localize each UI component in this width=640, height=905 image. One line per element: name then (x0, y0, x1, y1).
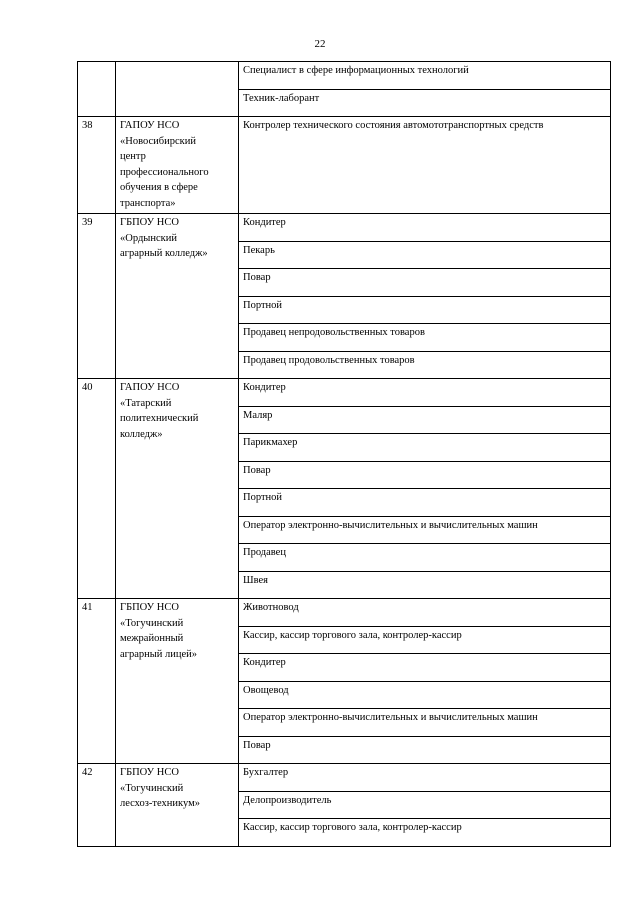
profession-cell: Кондитер (239, 654, 611, 682)
profession-cell: Овощевод (239, 681, 611, 709)
institution-name-line: «Тогучинский (120, 617, 184, 629)
profession-cell: Техник-лаборант (239, 89, 611, 117)
profession-cell: Кассир, кассир торгового зала, контролер-кассир (239, 626, 611, 654)
institution-name-line: аграрный колледж» (120, 248, 208, 259)
table-row (78, 599, 611, 627)
profession-cell: Пекарь (239, 241, 611, 269)
page-number: 22 (314, 38, 326, 50)
institution-name-line: ГАПОУ НСО (120, 382, 180, 393)
profession-cell: Портной (239, 296, 611, 324)
profession-cell: Бухгалтер (239, 764, 611, 792)
row-number: 38 (78, 117, 116, 214)
profession-cell: Продавец (239, 544, 611, 572)
institution-name-line: ГАПОУ НСО (120, 120, 180, 131)
profession-cell: Повар (239, 736, 611, 764)
profession-cell: Оператор электронно-вычислительных и вычислительных машин (239, 709, 611, 737)
profession-cell: Специалист в сфере информационных технологий (239, 62, 611, 90)
institution-name-line: ГБПОУ НСО (120, 602, 179, 613)
institution-name-line: «Тогучинский (120, 782, 184, 794)
institution-name-line: ГБПОУ НСО (120, 767, 179, 778)
institution-name-line: центр (120, 151, 146, 162)
profession-cell: Повар (239, 461, 611, 489)
institution-name-line: аграрный лицей» (120, 648, 198, 660)
institution-name (116, 379, 239, 599)
table-row (78, 214, 611, 242)
profession-cell: Маляр (239, 406, 611, 434)
profession-cell: Повар (239, 269, 611, 297)
profession-cell: Продавец продовольственных товаров (239, 351, 611, 379)
institution-name-line: политехнический (120, 413, 199, 424)
institution-name-line: обучения в сфере (120, 182, 198, 193)
profession-cell: Животновод (239, 599, 611, 627)
row-number: 42 (78, 764, 116, 847)
profession-cell: Продавец непродовольственных товаров (239, 324, 611, 352)
profession-cell: Кондитер (239, 379, 611, 407)
institutions-table (77, 61, 611, 847)
table-row (78, 62, 611, 90)
table-row (78, 117, 611, 214)
row-number (78, 62, 116, 117)
row-number: 39 (78, 214, 116, 379)
institution-name (116, 117, 239, 214)
institution-name-line: колледж» (120, 428, 163, 440)
institution-name (116, 764, 239, 847)
profession-cell: Портной (239, 489, 611, 517)
institution-name (116, 599, 239, 764)
profession-cell: Кондитер (239, 214, 611, 242)
institution-name-line: транспорта» (120, 197, 176, 209)
institution-name (116, 62, 239, 117)
profession-cell: Оператор электронно-вычислительных и вычислительных машин (239, 516, 611, 544)
table-body (78, 62, 611, 847)
institution-name-line: «Ордынский (120, 232, 177, 244)
institution-name-line: «Новосибирский (120, 135, 196, 147)
profession-cell: Делопроизводитель (239, 791, 611, 819)
profession-cell: Кассир, кассир торгового зала, контролер-кассир (239, 819, 611, 847)
row-number: 41 (78, 599, 116, 764)
row-number: 40 (78, 379, 116, 599)
profession-cell: Швея (239, 571, 611, 599)
institution-name (116, 214, 239, 379)
profession-cell: Контролер технического состояния автомототранспортных средств (239, 117, 611, 214)
institution-name-line: межрайонный (120, 633, 184, 644)
table-row (78, 764, 611, 792)
institution-name-line: ГБПОУ НСО (120, 217, 179, 228)
institution-name-line: лесхоз-техникум» (120, 798, 200, 809)
table-row (78, 379, 611, 407)
institution-name-line: «Татарский (120, 397, 172, 409)
profession-cell: Парикмахер (239, 434, 611, 462)
institution-name-line: профессионального (120, 166, 209, 178)
